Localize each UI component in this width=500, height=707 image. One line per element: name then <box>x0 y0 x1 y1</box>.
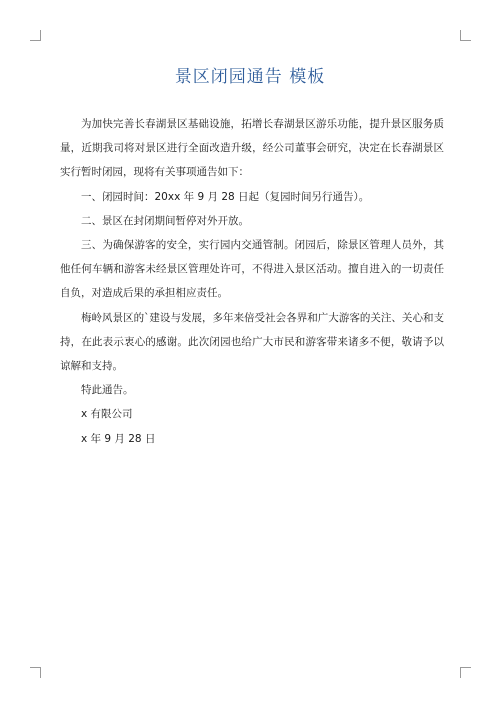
closing-remark: 特此通告。 <box>81 384 134 397</box>
thanks-paragraph: 梅岭风景区的`建设与发展，多年来倍受社会各界和广大游客的关注、关心和支持，在此表示衷心的感谢。此次闭园也给广大市民和游客带来诸多不便，敬请予以谅解和支持。 <box>60 311 444 373</box>
intro-paragraph: 为加快完善长春湖景区基础设施，拓增长春湖景区游乐功能，提升景区服务质量，近期我司将对景区进行全面改造升级，经公司董事会研究，决定在长春湖景区实行暂时闭园，现将有关事项通告如下： <box>60 118 444 179</box>
item-traffic-control: 三、为确保游客的安全，实行园内交通管制。闭园后，除景区管理人员外，其他任何车辆和游客未经景区管理处许可，不得进入景区活动。擅自进入的一切责任自负，对造成后果的承担相应责任。 <box>60 239 444 300</box>
signature-date: x 年 9 月 28 日 <box>81 432 156 445</box>
item-closing-time: 一、闭园时间：20xx 年 9 月 28 日起（复园时间另行通告）。 <box>81 190 370 203</box>
document-title: 景区闭园通告 模板 <box>174 67 326 87</box>
document-body <box>60 112 444 451</box>
crop-mark-top-left <box>30 30 41 41</box>
item-suspension: 二、景区在封闭期间暂停对外开放。 <box>81 214 249 227</box>
signature-company: x 有限公司 <box>81 408 133 421</box>
crop-mark-top-right <box>460 30 471 41</box>
crop-mark-bottom-right <box>460 667 471 678</box>
crop-mark-bottom-left <box>30 667 41 678</box>
